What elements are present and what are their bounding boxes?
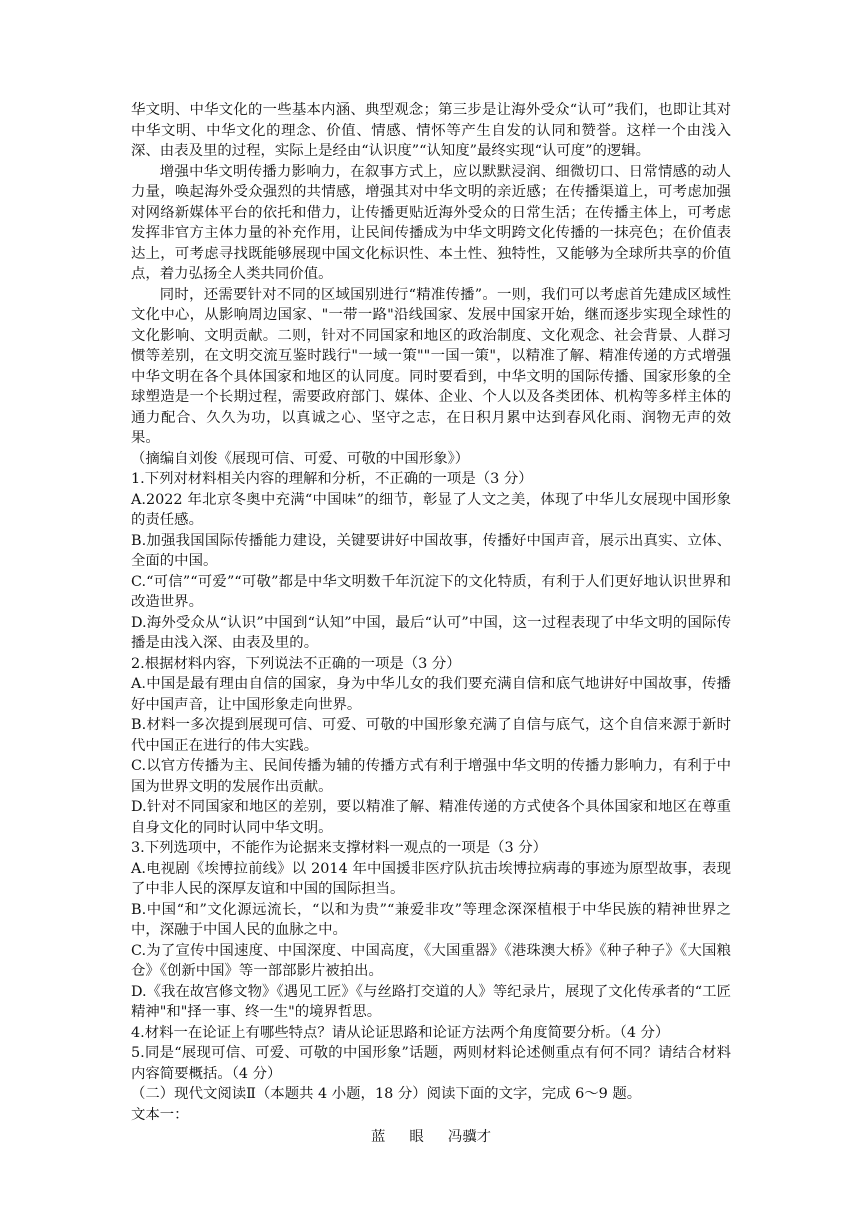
question-3 [131,838,731,1023]
option-c: C.“可信”“可爱”“可敬”都是中华文明数千年沉淀下的文化特质，有利于人们更好地认识世界和改造世界。 [131,573,731,610]
paragraph-3: 同时，还需要针对不同的区域国别进行“精准传播”。一则，我们可以考虑首先建成区域性文化中心，从影响周边国家、"一带一路"沿线国家、发展中国家开始，继而逐步实现全球性的文化影响、文明贡献。二则，针对不同国家和地区的政治制度、文化观念、社会背景、人群习惯等差别，在文明交流互鉴时践行"一域一策""一国一策"，以精准了解、精准传递的方式增强中华文明在各个具体国家和地区的认同度。同时要看到，中华文明的国际传播、国家形象的全球塑造是一个长期过程，需要政府部门、媒体、企业、个人以及各类团体、机构等多样主体的通力配合、久久为功，以真诚之心、坚守之志，在日积月累中达到春风化雨、润物无声的效果。 [131,286,731,446]
option-d: D.海外受众从“认识”中国到“认知”中国，最后“认可”中国，这一过程表现了中华文明的国际传播是由浅入深、由表及里的。 [131,614,731,651]
source-citation: （摘编自刘俊《展现可信、可爱、可敬的中国形象》） [131,450,470,467]
question-5: 5.同是“展现可信、可爱、可敬的中国形象”话题，两则材料论述侧重点有何不同？请结合材料内容简要概括。（4 分） [131,1045,731,1082]
document-page [131,100,731,1148]
option-b: B.材料一多次提到展现可信、可爱、可敬的中国形象充满了自信与底气，这个自信来源于新时代中国正在进行的伟大实践。 [131,717,731,754]
question-1 [131,469,731,654]
paragraph-1: 华文明、中华文化的一些基本内涵、典型观念；第三步是让海外受众“认可”我们，也即让其对中华文明、中华文化的理念、价值、情感、情怀等产生自发的认同和赞誉。这样一个由浅入深、由表及里的过程，实际上是经由“认识度”“认知度”最终实现“认可度”的逻辑。 [131,102,731,159]
story-title-char-1: 蓝 [371,1129,386,1145]
option-d: D.《我在故宫修文物》《遇见工匠》《与丝路打交道的人》等纪录片，展现了文化传承者的“工匠精神"和"择一事、终一生"的境界哲思。 [131,983,731,1020]
paragraph-2: 增强中华文明传播力影响力，在叙事方式上，应以默默浸润、细微切口、日常情感的动人力量，唤起海外受众强烈的共情感，增强其对中华文明的亲近感；在传播渠道上，可考虑加强对网络新媒体平台的依托和借力，让传播更贴近海外受众的日常生活；在传播主体上，可考虑发挥非官方主体力量的补充作用，让民间传播成为中华文明跨文化传播的一抹亮色；在价值表达上，可考虑寻找既能够展现中国文化标识性、本土性、独特性，又能够为全球所共享的价值点，着力弘扬全人类共同价值。 [131,163,731,282]
section-header: （二）现代文阅读Ⅱ（本题共 4 小题，18 分）阅读下面的文字，完成 6～9 题。 [131,1086,642,1102]
option-c: C.以官方传播为主、民间传播为辅的传播方式有利于增强中华文明的传播力影响力，有利于中国为世界文明的发展作出贡献。 [131,758,731,795]
question-stem: 1.下列对材料相关内容的理解和分析，不正确的一项是（3 分） [131,471,533,487]
option-b: B.加强我国国际传播能力建设，关键要讲好中国故事，传播好中国声音，展示出真实、立体、全面的中国。 [131,532,731,569]
story-title [131,1127,731,1148]
option-a: A.中国是最有理由自信的国家，身为中华儿女的我们要充满自信和底气地讲好中国故事，传播好中国声音，让中国形象走向世界。 [131,676,731,713]
question-stem: 3.下列选项中，不能作为论据来支撑材料一观点的一项是（3 分） [131,840,548,856]
option-a: A.电视剧《埃博拉前线》以 2014 年中国援非医疗队抗击埃博拉病毒的事迹为原型故事，表现了中非人民的深厚友谊和中国的国际担当。 [131,860,731,897]
option-b: B.中国“和”文化源远流长，“以和为贵”“兼爱非攻”等理念深深植根于中华民族的精神世界之中，深融于中国人民的血脉之中。 [131,901,731,938]
story-author: 冯骥才 [447,1129,491,1145]
question-stem: 2.根据材料内容，下列说法不正确的一项是（3 分） [131,655,461,672]
question-4: 4.材料一在论证上有哪些特点？请从论证思路和论证方法两个角度简要分析。（4 分） [131,1024,670,1041]
text-label: 文本一： [131,1106,189,1123]
option-c: C.为了宣传中国速度、中国深度、中国高度，《大国重器》《港珠澳大桥》《种子种子》《大国粮仓》《创新中国》等一部部影片被拍出。 [131,942,731,979]
option-d: D.针对不同国家和地区的差别，要以精准了解、精准传递的方式使各个具体国家和地区在尊重自身文化的同时认同中华文明。 [131,799,731,836]
story-title-char-2: 眼 [409,1129,424,1145]
option-a: A.2022 年北京冬奥中充满“中国味”的细节，彰显了人文之美，体现了中华儿女展现中国形象的责任感。 [131,491,731,528]
question-2 [131,654,731,839]
